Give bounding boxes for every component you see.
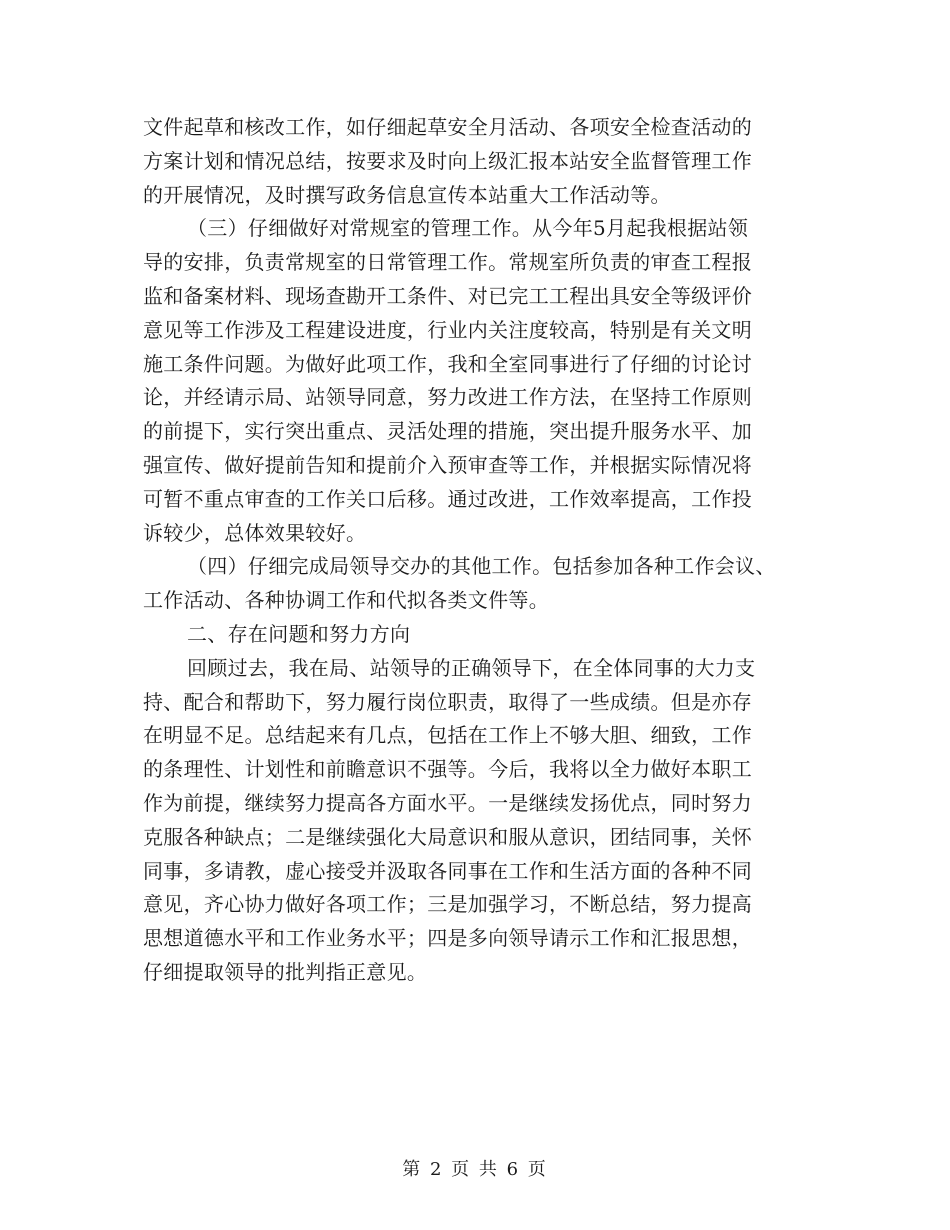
text-line: 的条理性、计划性和前瞻意识不强等。今后，我将以全力做好本职工	[143, 757, 752, 782]
text-line: 在明显不足。总结起来有几点，包括在工作上不够大胆、细致，工作	[143, 723, 752, 748]
text-line: 施工条件问题。为做好此项工作，我和全室同事进行了仔细的讨论讨	[143, 351, 752, 376]
text-line: 思想道德水平和工作业务水平；四是多向领导请示工作和汇报思想，	[143, 926, 752, 951]
paragraph-start-line: （四）仔细完成局领导交办的其他工作。包括参加各种工作会议、	[187, 554, 776, 579]
text-line: 克服各种缺点；二是继续强化大局意识和服从意识，团结同事，关怀	[143, 824, 752, 849]
text-line: 导的安排，负责常规室的日常管理工作。常规室所负责的审查工程报	[143, 250, 752, 275]
text-line: 文件起草和核改工作，如仔细起草安全月活动、各项安全检查活动的	[143, 115, 752, 139]
text-line: 方案计划和情况总结，按要求及时向上级汇报本站安全监督管理工作	[143, 148, 752, 173]
page-number-footer: 第 2 页 共 6 页	[402, 1159, 548, 1180]
text-line: 仔细提取领导的批判指正意见。	[143, 959, 428, 984]
text-line: 持、配合和帮助下，努力履行岗位职责，取得了一些成绩。但是亦存	[143, 689, 752, 714]
text-line: 作为前提，继续努力提高各方面水平。一是继续发扬优点，同时努力	[143, 790, 752, 815]
text-line: 工作活动、各种协调工作和代拟各类文件等。	[143, 588, 549, 613]
text-line: 可暂不重点审查的工作关口后移。通过改进，工作效率提高，工作投	[143, 486, 752, 511]
text-line: 意见等工作涉及工程建设进度，行业内关注度较高，特别是有关文明	[143, 317, 752, 342]
text-line: 的开展情况，及时撰写政务信息宣传本站重大工作活动等。	[143, 182, 671, 207]
section-heading: 二、存在问题和努力方向	[187, 621, 411, 646]
paragraph-start-line: （三）仔细做好对常规室的管理工作。从今年5月起我根据站领	[187, 216, 749, 241]
text-line: 的前提下，实行突出重点、灵活处理的措施，突出提升服务水平、加	[143, 419, 752, 444]
text-line: 监和备案材料、现场查勘开工条件、对已完工工程出具安全等级评价	[143, 283, 752, 308]
text-line: 论，并经请示局、站领导同意，努力改进工作方法，在坚持工作原则	[143, 385, 752, 410]
text-line: 强宣传、做好提前告知和提前介入预审查等工作，并根据实际情况将	[143, 452, 752, 477]
text-line: 同事，多请教，虚心接受并汲取各同事在工作和生活方面的各种不同	[143, 858, 752, 883]
text-line: 意见，齐心协力做好各项工作；三是加强学习，不断总结，努力提高	[143, 892, 752, 917]
paragraph-start-line: 回顾过去，我在局、站领导的正确领导下，在全体同事的大力支	[187, 655, 756, 680]
document-body	[143, 111, 813, 990]
text-line: 诉较少，总体效果较好。	[143, 520, 367, 545]
